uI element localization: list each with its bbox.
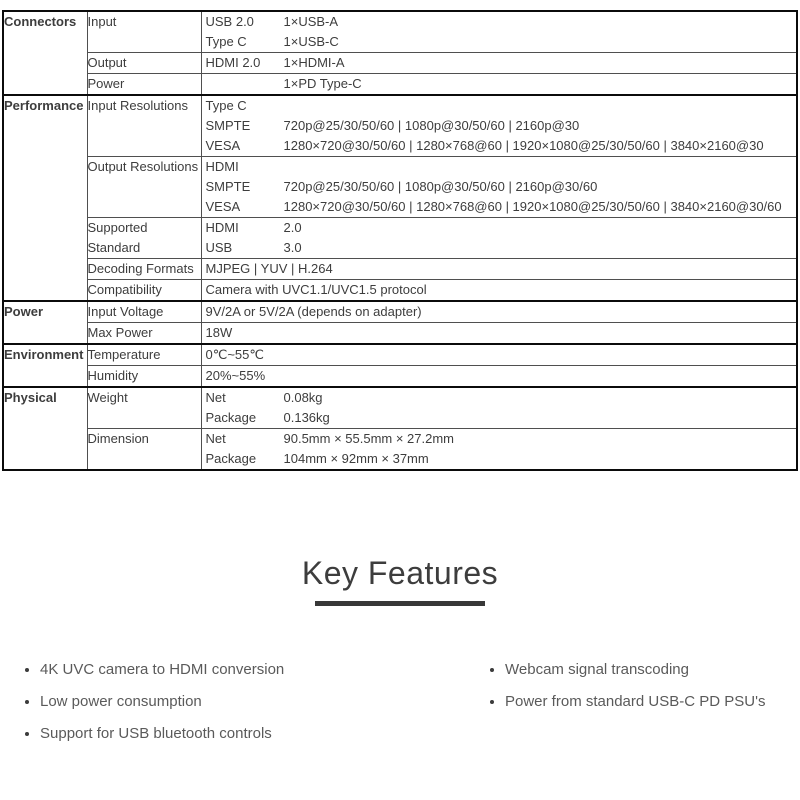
spec-value: 0℃~55℃ [205, 347, 264, 362]
feature-list-left [0, 660, 467, 756]
spec-category: Environment [3, 344, 87, 387]
spec-sub-label: Package [205, 451, 257, 466]
spec-value: 0.08kg [283, 390, 323, 405]
spec-value: 3.0 [283, 240, 302, 255]
spec-value: Type C [205, 98, 247, 113]
feature-list-right [467, 660, 800, 756]
spec-row [3, 11, 797, 53]
spec-sub-label: VESA [205, 138, 241, 153]
spec-row [3, 301, 797, 323]
spec-line [202, 259, 797, 279]
spec-row-label: Power [87, 74, 201, 96]
spec-row [3, 53, 797, 74]
spec-sub-label: USB 2.0 [205, 14, 254, 29]
feature-item: • Webcam signal transcoding [505, 660, 800, 680]
spec-sub-label [206, 74, 284, 94]
spec-value: 1×USB-A [283, 14, 339, 29]
spec-row-label: Dimension [87, 429, 201, 471]
spec-value: 0.136kg [283, 410, 330, 425]
spec-line [202, 302, 797, 322]
spec-sub-label: HDMI 2.0 [205, 55, 261, 70]
spec-table [2, 10, 798, 471]
spec-line [202, 157, 797, 177]
spec-line [202, 177, 797, 197]
feature-item: • Power from standard USB-C PD PSU's [505, 692, 800, 712]
spec-value: Camera with UVC1.1/UVC1.5 protocol [205, 282, 427, 297]
spec-row-label: Humidity [87, 366, 201, 388]
spec-row-label: Input [87, 11, 201, 53]
spec-sub-label: USB [205, 240, 233, 255]
spec-line [202, 366, 797, 386]
spec-row [3, 74, 797, 96]
spec-row [3, 323, 797, 345]
spec-row-label: Decoding Formats [87, 259, 201, 280]
spec-category: Performance [3, 95, 87, 301]
spec-row-label: Temperature [87, 344, 201, 366]
spec-row-content [201, 53, 797, 74]
spec-value: 18W [205, 325, 233, 340]
key-features-underline [315, 601, 485, 606]
spec-row [3, 429, 797, 471]
spec-value: 90.5mm × 55.5mm × 27.2mm [283, 431, 455, 446]
spec-value: 720p@25/30/50/60 | 1080p@30/50/60 | 2160p@30/60 [283, 179, 598, 194]
spec-row [3, 259, 797, 280]
spec-row [3, 280, 797, 302]
spec-row [3, 344, 797, 366]
spec-sub-label: HDMI [205, 220, 239, 235]
spec-value: 1280×720@30/50/60 | 1280×768@60 | 1920×1080@25/30/50/60 | 3840×2160@30/60 [283, 199, 782, 214]
spec-sub-label: Net [205, 390, 226, 405]
spec-line [202, 280, 797, 300]
spec-line [202, 388, 797, 408]
spec-row-label: Input Resolutions [87, 95, 201, 157]
spec-table-body [3, 11, 797, 470]
spec-value: 104mm × 92mm × 37mm [283, 451, 429, 466]
spec-line [202, 74, 797, 94]
spec-row-label: Weight [87, 387, 201, 429]
spec-line [202, 238, 797, 258]
feature-item: • 4K UVC camera to HDMI conversion [40, 660, 467, 680]
spec-value: 1×HDMI-A [283, 55, 345, 70]
spec-line [202, 345, 797, 365]
spec-line [202, 12, 797, 32]
spec-row-content [201, 323, 797, 345]
spec-row-content [201, 259, 797, 280]
spec-row-content [201, 344, 797, 366]
spec-sub-label: SMPTE [205, 179, 251, 194]
spec-row [3, 366, 797, 388]
spec-line [202, 53, 797, 73]
spec-row-content [201, 11, 797, 53]
spec-row-label: Supported Standard [87, 218, 201, 259]
spec-value: 1280×720@30/50/60 | 1280×768@60 | 1920×1080@25/30/50/60 | 3840×2160@30 [283, 138, 764, 153]
key-features-title: Key Features [301, 555, 499, 591]
spec-row-content [201, 429, 797, 471]
spec-sub-label: SMPTE [205, 118, 251, 133]
spec-row-content [201, 157, 797, 218]
spec-line [202, 429, 797, 449]
spec-row [3, 95, 797, 157]
spec-row-content [201, 387, 797, 429]
spec-row-content [201, 366, 797, 388]
spec-category: Connectors [3, 11, 87, 95]
feature-list-container [0, 660, 800, 756]
spec-row-content [201, 301, 797, 323]
spec-sub-label: Type C [205, 34, 247, 49]
spec-row-label: Compatibility [87, 280, 201, 302]
spec-value: 2.0 [283, 220, 302, 235]
spec-line [202, 32, 797, 52]
spec-value: 9V/2A or 5V/2A (depends on adapter) [205, 304, 422, 319]
spec-line [202, 116, 797, 136]
spec-sub-label: VESA [205, 199, 241, 214]
spec-value: 1×USB-C [283, 34, 339, 49]
spec-row-content [201, 280, 797, 302]
spec-line [202, 408, 797, 428]
spec-line [202, 449, 797, 469]
feature-item: • Low power consumption [40, 692, 467, 712]
spec-row [3, 218, 797, 259]
spec-row-content [201, 74, 797, 96]
spec-category: Power [3, 301, 87, 344]
spec-row-content [201, 218, 797, 259]
spec-line [202, 136, 797, 156]
spec-row-label: Input Voltage [87, 301, 201, 323]
spec-value: 1×PD Type-C [283, 76, 362, 91]
spec-row-label: Output [87, 53, 201, 74]
spec-row [3, 157, 797, 218]
spec-line [202, 323, 797, 343]
spec-row [3, 387, 797, 429]
spec-row-content [201, 95, 797, 157]
spec-sub-label: Net [205, 431, 226, 446]
spec-value: MJPEG | YUV | H.264 [205, 261, 333, 276]
spec-value: 20%~55% [205, 368, 266, 383]
spec-value: HDMI [205, 159, 239, 174]
spec-line [202, 218, 797, 238]
spec-row-label: Output Resolutions [87, 157, 201, 218]
spec-line [202, 197, 797, 217]
key-features-section [0, 555, 800, 606]
spec-value: 720p@25/30/50/60 | 1080p@30/50/60 | 2160p@30 [283, 118, 580, 133]
feature-item: • Support for USB bluetooth controls [40, 724, 467, 744]
spec-category: Physical [3, 387, 87, 470]
spec-line [202, 96, 797, 116]
spec-sub-label: Package [205, 410, 257, 425]
spec-row-label: Max Power [87, 323, 201, 345]
